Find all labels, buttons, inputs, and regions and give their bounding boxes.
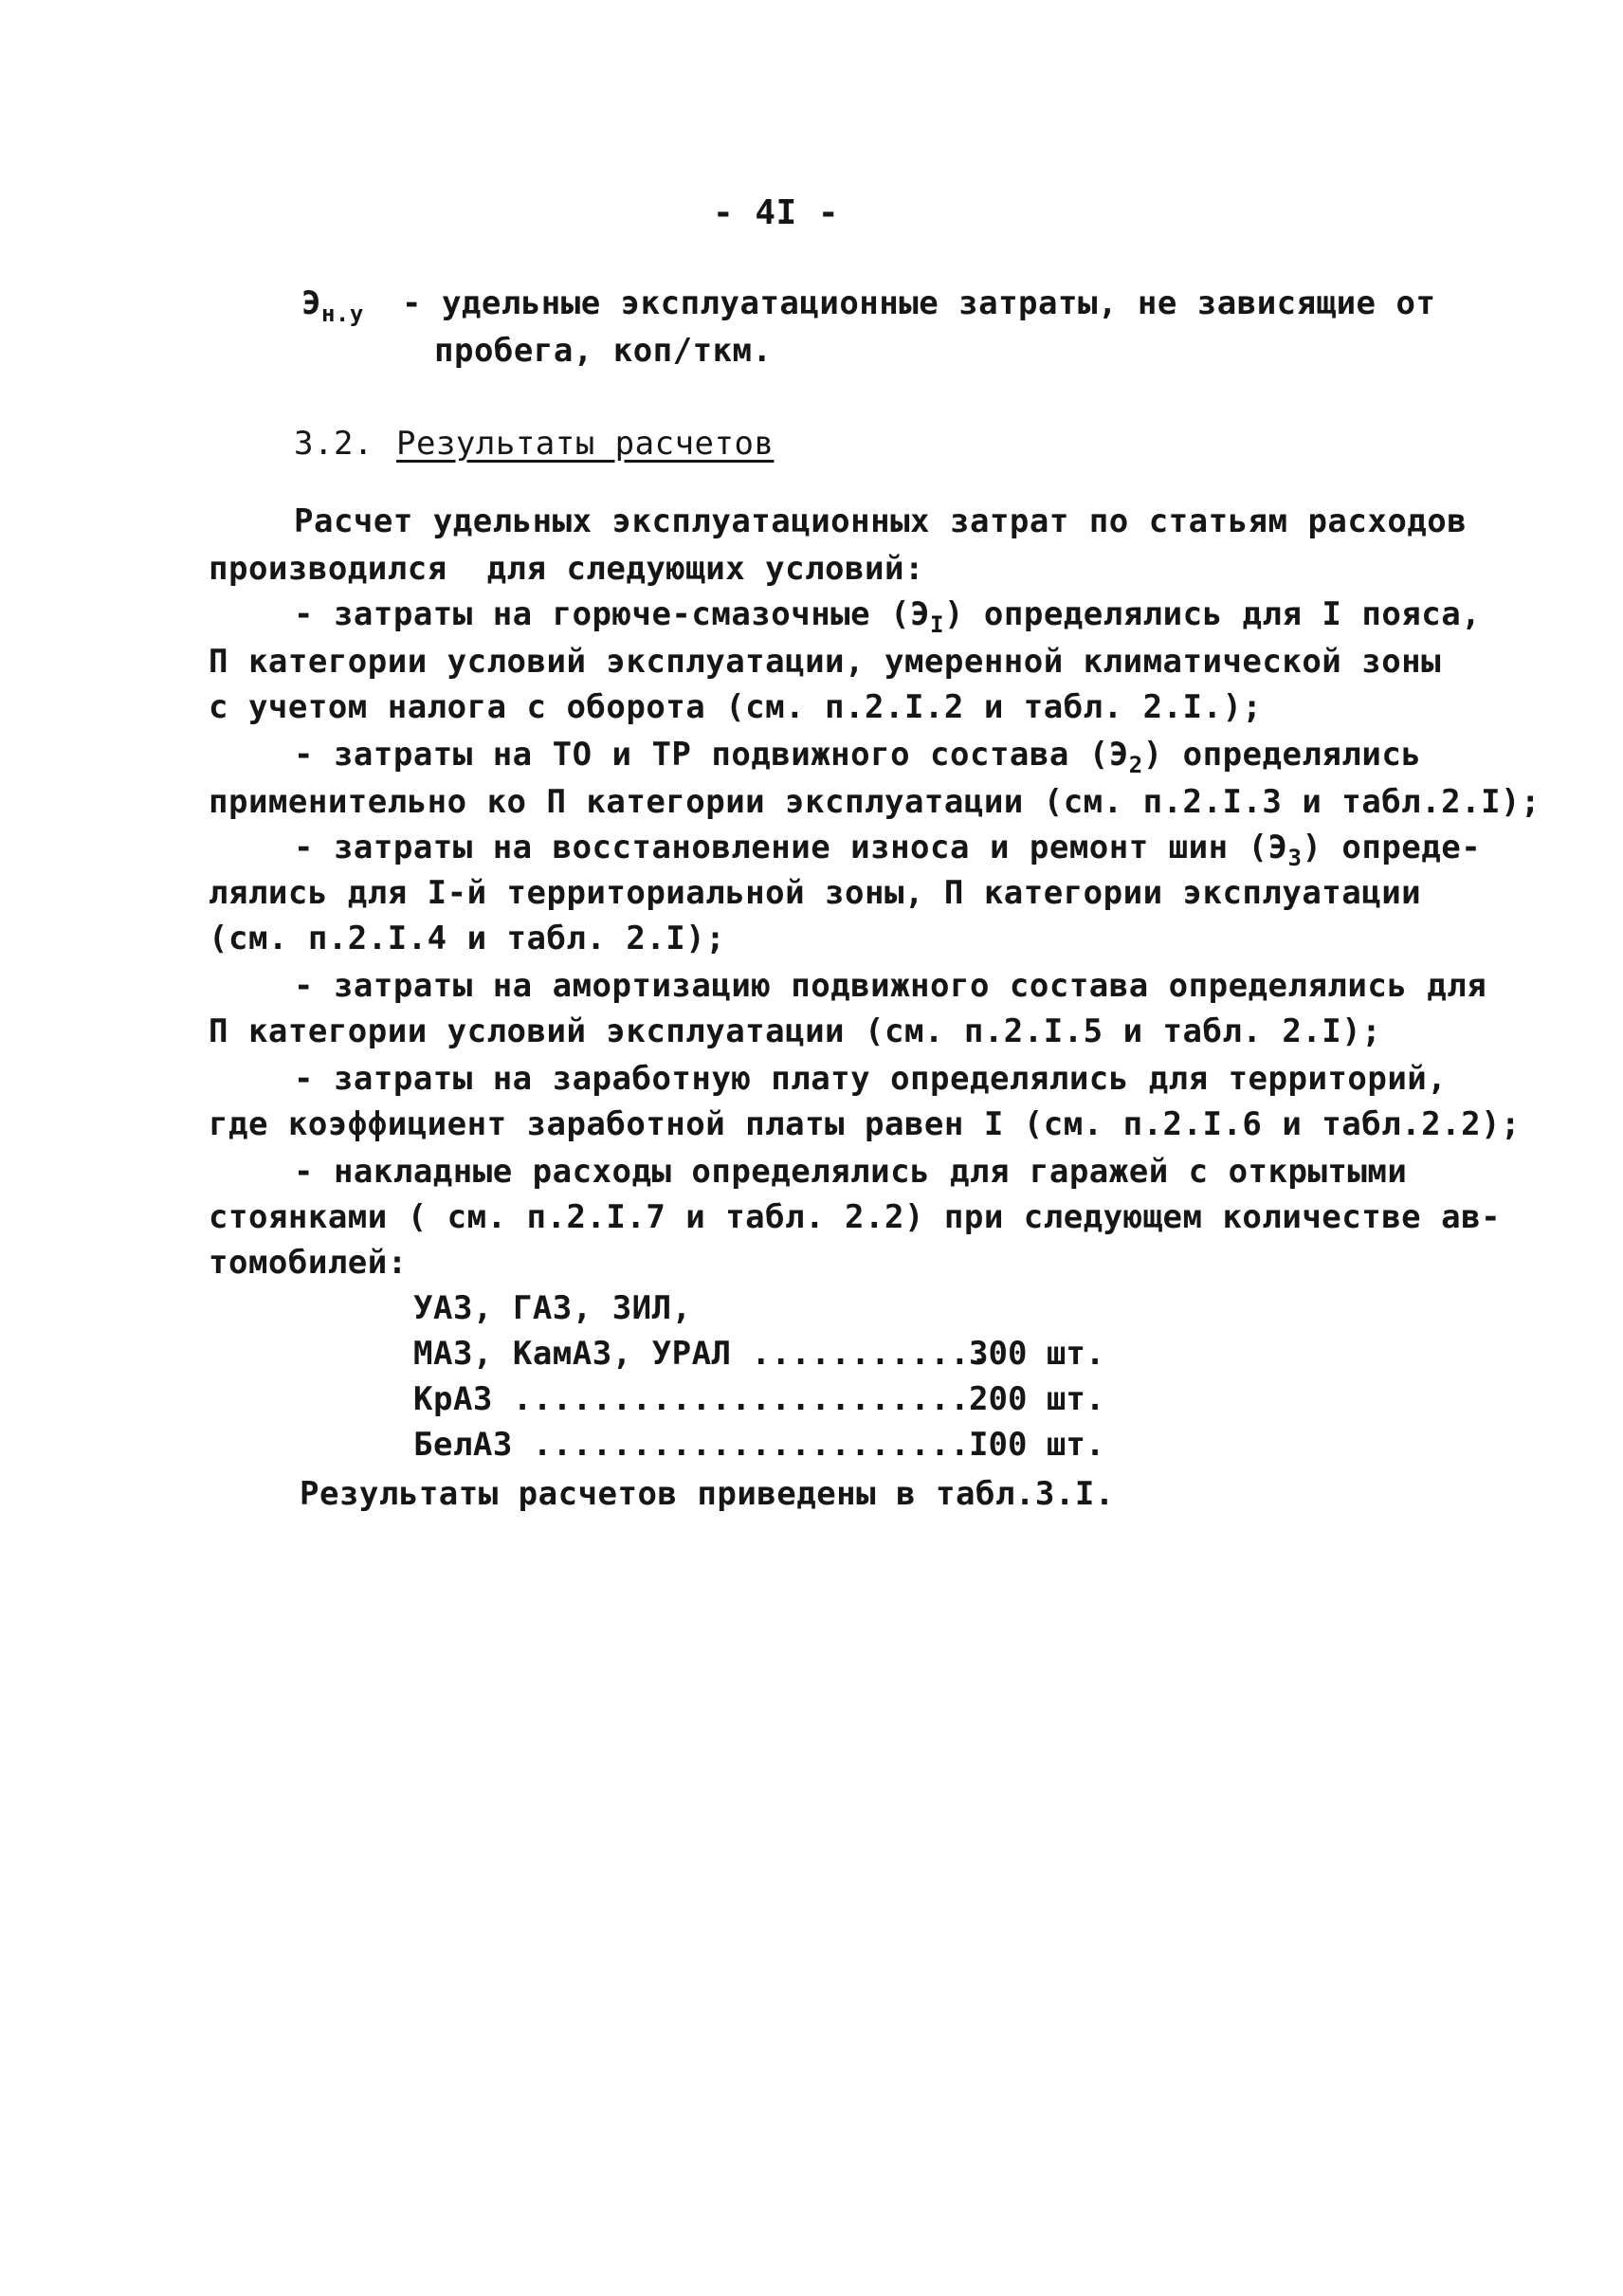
intro-line1: Расчет удельных эксплуатационных затрат по статьям расходов — [294, 502, 1468, 540]
item1-line1-a: - затраты на горюче-смазочные (Э — [294, 595, 931, 633]
section-number: 3.2. — [294, 425, 374, 463]
item2-line1 — [294, 736, 1421, 784]
item2-line1-b: ) определялись — [1142, 736, 1422, 774]
item3-line3: (см. п.2.I.4 и табл. 2.I); — [209, 920, 726, 957]
item3-line1-b: ) опреде- — [1302, 829, 1482, 866]
item6-line2: стоянками ( см. п.2.I.7 и табл. 2.2) при следующем количестве ав- — [209, 1198, 1502, 1236]
definition-symbol — [301, 284, 364, 333]
vehicle-amount: 200 шт. — [969, 1380, 1105, 1418]
definition-symbol-subscript: н.у — [320, 301, 364, 327]
conclusion: Результаты расчетов приведены в табл.3.I. — [300, 1475, 1115, 1513]
definition-text-line2: пробега, коп/ткм. — [434, 332, 773, 370]
item6-line1: - накладные расходы определялись для гаражей с открытыми — [294, 1153, 1408, 1191]
item1-line1-b: ) определялись для I пояса, — [943, 595, 1482, 633]
definition-symbol-letter: Э — [301, 284, 321, 322]
item5-line1: - затраты на заработную плату определялись для территорий, — [294, 1060, 1448, 1098]
item2-line1-a: - затраты на ТО и ТР подвижного состава (Э — [294, 736, 1129, 774]
section-title: Результаты расчетов — [396, 425, 775, 463]
item3-line1-a: - затраты на восстановление износа и ремонт шин (Э — [294, 829, 1288, 866]
item6-line3: томобилей: — [209, 1244, 408, 1282]
item3-line1-sub: 3 — [1287, 845, 1303, 871]
vehicle-amount: I00 шт. — [969, 1426, 1105, 1464]
item5-line2: где коэффициент заработной платы равен I (см. п.2.I.6 и табл.2.2); — [209, 1105, 1522, 1143]
item2-line1-sub: 2 — [1128, 752, 1143, 778]
item2-line2: применительно ко П категории эксплуатации (см. п.2.I.3 и табл.2.I); — [209, 783, 1541, 821]
definition-text-line1: - удельные эксплуатационные затраты, не зависящие от — [402, 284, 1436, 322]
vehicle-row: КрАЗ ....................... — [413, 1380, 971, 1418]
item4-line1: - затраты на амортизацию подвижного состава определялись для — [294, 967, 1487, 1005]
item1-line3: с учетом налога с оборота (см. п.2.I.2 и табл. 2.I.); — [209, 688, 1263, 726]
vehicle-amount: 300 шт. — [969, 1335, 1105, 1373]
vehicle-row: УАЗ, ГАЗ, ЗИЛ, — [413, 1289, 692, 1327]
item1-line1 — [294, 595, 1481, 644]
item3-line1 — [294, 829, 1481, 877]
vehicle-row: МАЗ, КамАЗ, УРАЛ ............ — [413, 1335, 991, 1373]
intro-line2: производился для следующих условий: — [209, 550, 924, 588]
item1-line1-sub: I — [930, 611, 944, 638]
page-number: - 4I - — [713, 193, 840, 232]
vehicle-row: БелАЗ ...................... — [413, 1426, 971, 1464]
item3-line2: лялись для I-й территориальной зоны, П категории эксплуатации — [209, 874, 1422, 912]
item1-line2: П категории условий эксплуатации, умеренной климатической зоны — [209, 643, 1442, 681]
item4-line2: П категории условий эксплуатации (см. п.2.I.5 и табл. 2.I); — [209, 1012, 1382, 1050]
